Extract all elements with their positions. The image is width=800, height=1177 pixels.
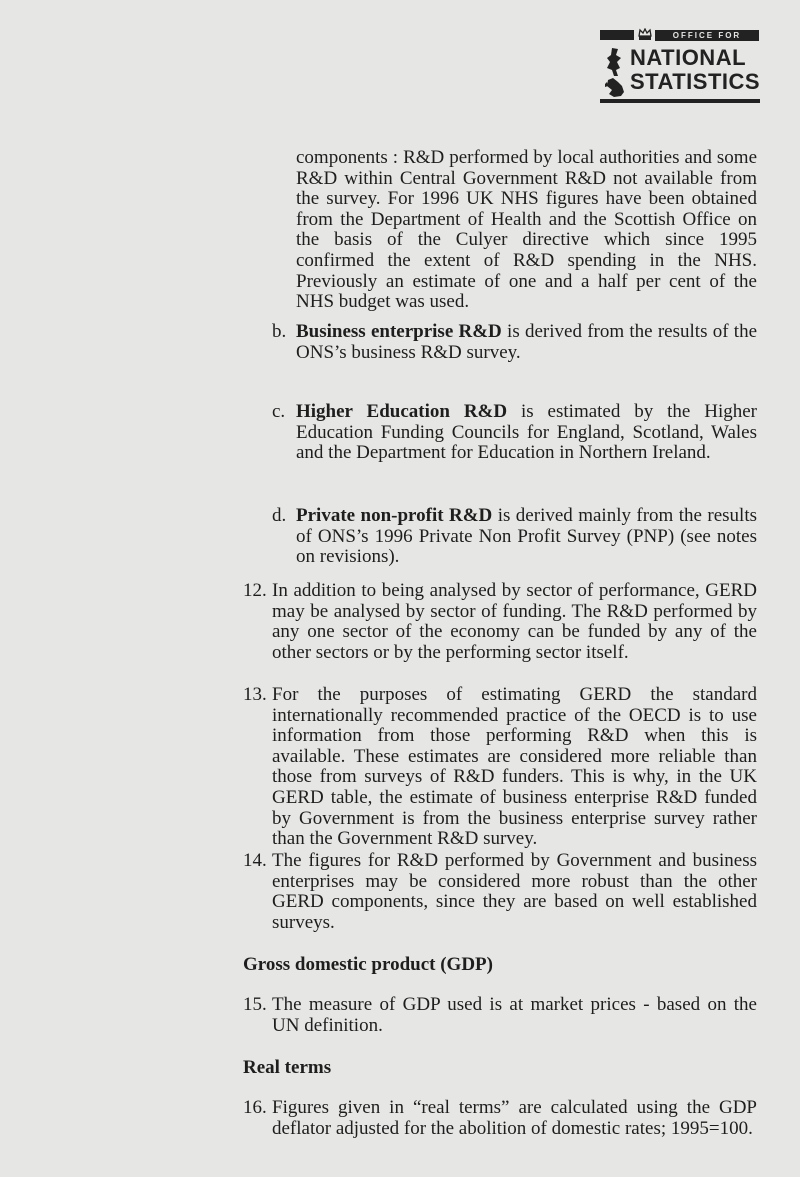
item-b-marker: b. [272,321,287,342]
logo-black-bar [600,30,634,40]
section-heading-real-terms: Real terms [243,1057,332,1078]
item-b [296,322,757,363]
item-b-text: is derived from the results of the ONS’s business R&D survey. [296,321,758,363]
logo-banner [600,28,760,42]
logo-rule [600,99,760,103]
paragraph-16-number: 16. [243,1097,267,1118]
item-d-marker: d. [272,505,287,526]
paragraph-12 [272,581,757,663]
item-c-term: Higher Education R&D [296,401,508,422]
section-heading-gdp: Gross domestic product (GDP) [243,954,493,975]
intro-text: components : R&D performed by local authorities and some R&D within Central Government R&D not available from the survey. For 1996 UK NHS figures have been obtained from the Department of Health and the Scottish Office on the basis of the Culyer directive which since 1995 confirmed the extent of R&D spending in the NHS. Previously an estimate of one and a half per cent of the NHS budget was used. [296,147,757,313]
item-d [296,506,757,568]
logo-national: NATIONAL [630,45,747,70]
logo-statistics: STATISTICS [630,69,761,94]
item-d-term: Private non-profit R&D [296,505,493,526]
item-b-term: Business enterprise R&D [296,321,502,342]
ons-logo [600,28,761,94]
uk-map-icon [604,46,626,100]
paragraph-13-text: For the purposes of estimating GERD the standard internationally recommended practice of the OECD is to use information from those performing R&D when this is available. These estimates are considered more reliable than those from surveys of R&D funders. This is why, in the UK GERD table, the estimate of business enterprise R&D funded by Government is from the business enterprise survey rather than the Government R&D survey. [272,684,757,850]
paragraph-12-text: In addition to being analysed by sector of performance, GERD may be analysed by sector of funding. The R&D performed by any one sector of the economy can be funded by any of the other sectors or by the performing sector itself. [272,580,757,663]
paragraph-12-number: 12. [243,580,267,601]
paragraph-14-text: The figures for R&D performed by Government and business enterprises may be considered more robust than the other GERD components, since they are based on well established surveys. [272,850,757,933]
paragraph-13-number: 13. [243,684,267,705]
paragraph-13 [272,685,757,850]
paragraph-14-number: 14. [243,850,267,871]
paragraph-16-text: Figures given in “real terms” are calculated using the GDP deflator adjusted for the abolition of domestic rates; 1995=100. [272,1097,757,1139]
paragraph-14 [272,851,757,933]
item-d-text: is derived mainly from the results of ONS’s 1996 Private Non Profit Survey (PNP) (see notes on revisions). [296,505,758,568]
paragraph-15-text: The measure of GDP used is at market prices - based on the UN definition. [272,994,757,1036]
item-c-text: is estimated by the Higher Education Funding Councils for England, Scotland, Wales and the Department for Education in Northern Ireland. [296,401,757,464]
paragraph-15 [272,995,757,1036]
intro-paragraph [296,148,757,313]
crown-icon [638,28,652,41]
paragraph-15-number: 15. [243,994,267,1015]
item-c-marker: c. [272,401,286,422]
item-c [296,402,757,464]
logo-banner-text: OFFICE FOR [655,30,759,41]
paragraph-16 [272,1098,757,1139]
